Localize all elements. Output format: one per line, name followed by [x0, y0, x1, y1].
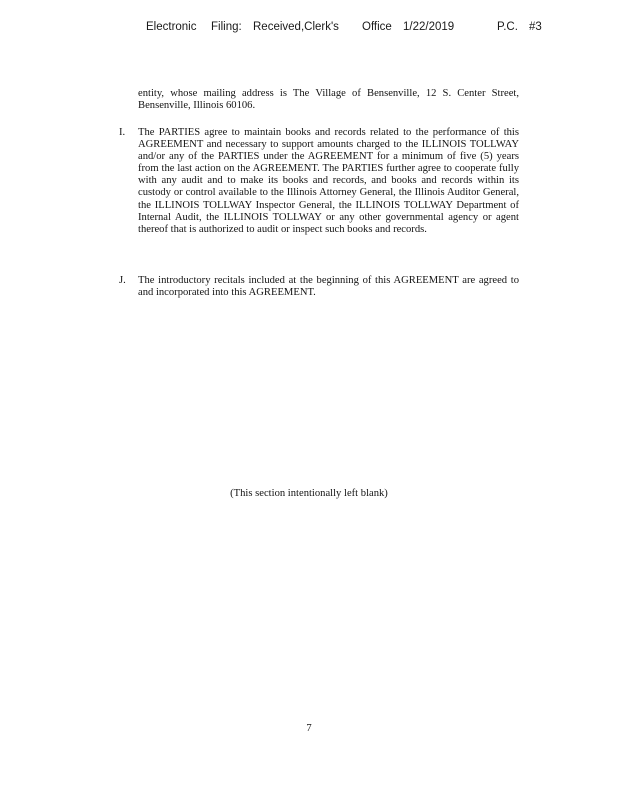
- stamp-electronic: Electronic: [146, 21, 197, 33]
- page-number: 7: [306, 723, 312, 734]
- paragraph-marker: J.: [119, 275, 126, 286]
- intentionally-blank-note: (This section intentionally left blank): [230, 488, 388, 499]
- paragraph-text: The introductory recitals included at the beginning of this AGREEMENT are agreed to and incorporated into this AGREEMENT.: [138, 275, 519, 299]
- stamp-number: #3: [529, 21, 542, 33]
- paragraph-j: [119, 275, 519, 299]
- stamp-filing: Filing:: [211, 21, 242, 33]
- stamp-office: Office: [362, 21, 392, 33]
- filing-stamp-header: [0, 21, 618, 37]
- paragraph-text: The PARTIES agree to maintain books and records related to the performance of this AGREEMENT and necessary to support amounts charged to the ILLINOIS TOLLWAY and/or any of the PARTIES under the AGREEMENT for a minimum of five (5) years from the last action on the AGREEMENT. The PARTIES further agree to cooperate fully with any audit and to make its books and records, and books and records within its custody or control available to the Illinois Attorney General, the Illinois Auditor General, the ILLINOIS TOLLWAY Inspector General, the ILLINOIS TOLLWAY Department of Internal Audit, the ILLINOIS TOLLWAY or any other governmental agency or agent thereof that is authorized to audit or inspect such books and records.: [138, 127, 519, 235]
- stamp-date: 1/22/2019: [403, 21, 455, 33]
- continuation-paragraph: entity, whose mailing address is The Village of Bensenville, 12 S. Center Street, Bensenville, Illinois 60106.: [138, 88, 519, 112]
- paragraph-marker: I.: [119, 127, 126, 138]
- stamp-pc: P.C.: [497, 21, 518, 33]
- paragraph-i: [119, 127, 519, 236]
- stamp-received: Received,Clerk's: [253, 21, 339, 33]
